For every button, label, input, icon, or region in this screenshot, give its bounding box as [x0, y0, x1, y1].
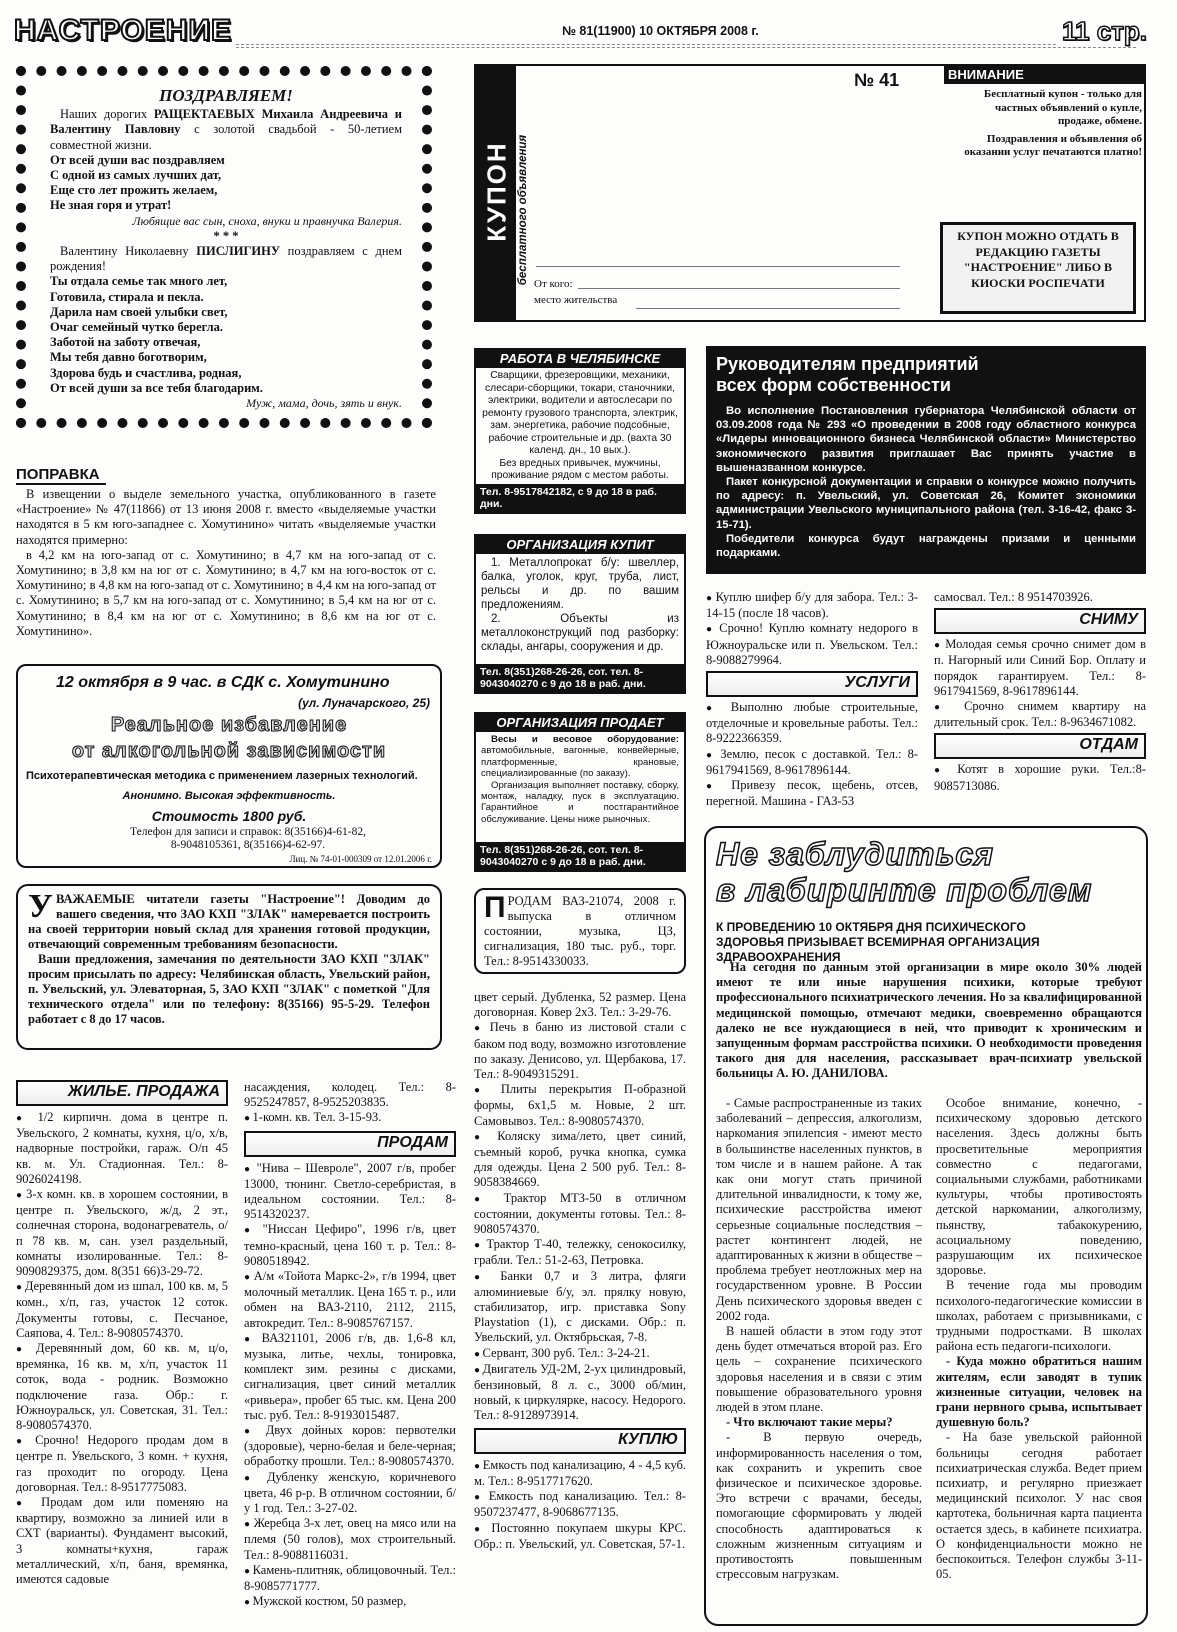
- residence-label: место жительства: [534, 294, 618, 306]
- sell-buy-column: [474, 990, 686, 1552]
- correction-title: ПОПРАВКА: [16, 466, 106, 485]
- coupon-side-sub: бесплатного объявления: [517, 134, 529, 286]
- list-item: ● Трактор Т-40, тележку, сенокосилку, грабли. Тел.: 51-2-63, Петровка.: [474, 1237, 686, 1268]
- list-item: ● Молодая семья срочно снимет дом в п. Нагорный или Синий Бор. Оплату и порядок гарантируем. Тел.: 8-9617941569, 8-9617896144.: [934, 637, 1146, 699]
- ad-address: (ул. Луначарского, 25): [298, 696, 430, 710]
- correction-text: В извещении о выделе земельного участка, опубликованного в газете «Настроение» № 47(11866) от 13 июня 2008 г. вместо «выделяемые участки находятся в 5 км юго-западнее с. Хомутинино» читать «выделяемые участки находятся примерно:: [16, 487, 436, 547]
- leaders-p1: Во исполнение Постановления губернатора Челябинской области от 03.09.2008 года № 293 «О проведении в 2008 году областного конкурса «Лидеры инновационного бизнеса Челябинской области» Министерство экономического развития приглашает Вас принять участие в вышеназванном конкурсе.: [716, 405, 1136, 474]
- list-item: ● Срочно снимем квартиру на длительный срок. Тел.: 8-9634671082.: [934, 699, 1146, 730]
- leaders-p2: Пакет конкурсной документации и справки о конкурсе можно получить по адресу: п. Увельский, ул. Советская 26, Комитет экономики администрации Увельского муниципального района (тел. 3-16-42, факс 3-15-71).: [716, 476, 1136, 531]
- congrats-name-2: ПИСЛИГИНУ: [196, 244, 281, 259]
- poem-line: Здорова будь и счастлива, родная,: [50, 365, 242, 380]
- poem-line: Очаг семейный чутко берегла.: [50, 320, 224, 335]
- sells-item-label: Весы и весовое оборудование:: [491, 734, 679, 745]
- zlak-notice: [16, 884, 442, 1050]
- congrats-signature-2: Муж, мама, дочь, зять и внук.: [246, 396, 402, 411]
- list-item: ● 1/2 кирпичн. дома в центре п. Увельского, 2 комнаты, кухня, ц/о, х/в, надворные постройки, гараж. О/п 45 кв. м. Ул. Стадионная. Тел.: 8-9026024198.: [16, 1110, 228, 1187]
- housing-title: ЖИЛЬЕ. ПРОДАЖА: [16, 1080, 228, 1106]
- ad-license: Лиц. № 74-01-000309 от 12.01.2006 г.: [289, 854, 432, 864]
- poem-line: Еще сто лет прожить желаем,: [50, 183, 218, 198]
- sells-service: Организация выполняет поставку, сборку, монтаж, наладку, пуск в эксплуатацию. Гарантийное и постгарантийное обслуживание. Цены ниже рыночных.: [481, 779, 679, 825]
- from-label: От кого:: [534, 278, 573, 290]
- list-item: ● "Ниссан Цефиро", 1996 г/в, цвет темно-красный, цена 160 т. р. Тел.: 8-9080518942.: [244, 1222, 456, 1269]
- list-item: ● А/м «Тойота Маркс-2», г/в 1994, цвет молочный металлик. Цена 165 т. р., или обмен на ВАЗ-2110, 2112, 2115, автокредит. Тел.: 8-9085767157.: [244, 1269, 456, 1331]
- job-text-2: Без вредных привычек, мужчины, проживание рядом с местом работы.: [491, 457, 669, 481]
- article-lead: На сегодня по данным этой организации в мире около 30% людей имеют те или иные нарушения психики, которые требуют профессионального психиатрического лечения. Но за квалифицированной медицинской помощью, отмечают медики, своевременно обращаются далеко не все нуждающиеся в ней, что приводит к хроническим и запущенным формам расстройства психики. О необходимости проведения такого дня для населения, рассказывает врач-психиатр увельской больницы А. Ю. ДАНИЛОВА.: [716, 960, 1142, 1081]
- article-col-1: [716, 1096, 922, 1583]
- list-item: ● Продам дом или поменяю на квартиру, возможно за линией или в СХТ (варианты). Фундамент высокий, 3 комнаты+кухня, гараж металлический, х/п, баня, времянка, имеются садовые: [16, 1495, 228, 1587]
- list-item: ● Куплю шифер б/у для забора. Тел.: 3-14-15 (после 18 часов).: [706, 590, 918, 621]
- labyrinth-article: [704, 826, 1148, 1626]
- ad-date: 12 октября в 9 час. в СДК с. Хомутинино: [56, 674, 390, 691]
- attention-title: ВНИМАНИЕ: [944, 66, 1144, 84]
- buys-ad: [474, 534, 686, 694]
- list-item: ● Коляску зима/лето, цвет синий, съемный короб, ручка кнопка, сумка для одежды. Цена 2 500 руб. Тел.: 8-9058384669.: [474, 1129, 686, 1191]
- list-item: ● Плиты перекрытия П-образной формы, 6х1,5 м. Новые, 2 шт. Самовывоз. Тел.: 8-9080574370.: [474, 1082, 686, 1129]
- give-title: ОТДАМ: [934, 733, 1146, 759]
- zlak-para-2: Ваши предложения, замечания по деятельности ЗАО КХП "ЗЛАК" просим присылать по адресу: Челябинская область, Увельский район, п. Увельский, ул. Элеваторная, 5, ЗАО КХП "ЗЛАК" с пометкой "Для технического отдела" или по телефону: 8(35166) 95-5-29. Телефон работает с 8 до 17 часов.: [28, 952, 430, 1026]
- list-item: ● Печь в баню из листовой стали с баком под воду, возможно изготовление по заказу. Денисово, ул. Щербакова, 17. Тел.: 8-9049315291.: [474, 1020, 686, 1082]
- list-item: ● Срочно! Куплю комнату недорого в Южноуральске или п. Увельском. Тел.: 8-9088279964.: [706, 621, 918, 668]
- list-item: ● Дубленку женскую, коричневого цвета, 46 р-р. В отличном состоянии, б/у 1 год. Тел.: 3-27-02.: [244, 1470, 456, 1517]
- article-paragraph: В течение года мы проводим психолого-педагогические комиссии в школах, работаем с призывниками, с трудными подростками. В школах района есть педагоги-психологи.: [936, 1278, 1142, 1354]
- congrats-title: ПОЗДРАВЛЯЕМ!: [159, 86, 293, 105]
- attention-p1: Бесплатный купон - только для частных объявлений о купле, продаже, обмене.: [983, 88, 1142, 127]
- article-subtitle: К ПРОВЕДЕНИЮ 10 ОКТЯБРЯ ДНЯ ПСИХИЧЕСКОГО ЗДОРОВЬЯ ПРИЗЫВАЕТ ВСЕМИРНАЯ ОРГАНИЗАЦИЯ ЗДРАВООХРАНЕНИЯ: [716, 920, 1040, 964]
- poem-line: Ты отдала семье так много лет,: [50, 274, 228, 289]
- drop-cap: У: [28, 888, 53, 925]
- article-paragraph: - В первую очередь, информированность населения о том, как сохранить и укрепить свое физическое и психическое здоровье. Это встречи с врачами, беседы, помогающие сформировать у людей способность адаптироваться к сложным жизненным ситуациям и противостоять повышенным стрессовым нагрузкам.: [716, 1430, 922, 1582]
- attention-p2: Поздравления и объявления об оказании услуг печатаются платно!: [964, 132, 1142, 158]
- congrats-names: РАЩЕКТАЕВЫХ Михаила Андреевича и Валентину Павловну: [50, 107, 402, 137]
- article-paragraph: В нашей области в этом году этот день будет отмечаться второй раз. Его цель – сохранение психического здоровья населения и в связи с этим повышение образовательного уровня людей в этом плане.: [716, 1324, 922, 1415]
- sell-column: [244, 1080, 456, 1611]
- list-item: ● Емкость под канализацию, 4 - 4,5 куб. м. Тел.: 8-9517717620.: [474, 1458, 686, 1489]
- congrats-intro-2-end: поздравляем с днем рождения!: [50, 244, 402, 274]
- poem-line: Дарила нам своей улыбки свет,: [50, 304, 228, 319]
- buys-title: ОРГАНИЗАЦИЯ КУПИТ: [476, 536, 684, 554]
- list-item: ● Емкость под канализацию. Тел.: 8-9507237477, 8-9068677135.: [474, 1489, 686, 1520]
- list-item: ● Постоянно покупаем шкуры КРС. Обр.: п. Увельский, ул. Советская, 57-1.: [474, 1521, 686, 1552]
- poem-line: От всей души вас поздравляем: [50, 152, 225, 167]
- article-question: - Что включают такие меры?: [726, 1415, 893, 1430]
- coupon-hand-in: КУПОН МОЖНО ОТДАТЬ В РЕДАКЦИЮ ГАЗЕТЫ "НАСТРОЕНИЕ" ЛИБО В КИОСКИ РОСПЕЧАТИ: [940, 222, 1136, 314]
- list-item-continued: насаждения, колодец. Тел.: 8-9525247857, 8-9525203835.: [244, 1080, 456, 1110]
- ad-anon: Анонимно. Высокая эффективность.: [122, 790, 336, 802]
- alcohol-ad: [16, 664, 442, 868]
- masthead-rule: [236, 44, 1136, 48]
- list-item: ● Банки 0,7 и 3 литра, фляги алюминиевые б/у, эл. прялку новую, стабилизатор, игр. приставка Sony Playstation (1), с дисками. Обр.: п. Увельский, ул. Октябрьская, 7-8.: [474, 1269, 686, 1346]
- job-ad: [474, 348, 686, 514]
- list-item: ● Мужской костюм, 50 размер,: [244, 1594, 456, 1610]
- mid-ads-col-2: [934, 590, 1146, 794]
- article-title-2: в лабиринте проблем: [716, 872, 1093, 908]
- buy-title: КУПЛЮ: [474, 1428, 686, 1454]
- congrats-intro-2: Валентину Николаевну: [60, 244, 197, 259]
- from-field[interactable]: [578, 288, 900, 289]
- coupon-side: [476, 66, 516, 320]
- poem-line: Не зная горя и утрат!: [50, 198, 172, 213]
- residence-field[interactable]: [636, 308, 900, 309]
- vaz-text: РОДАМ ВАЗ-21074, 2008 г. выпуска в отличном состоянии, музыка, ЦЗ, сигнализация, 180 тыс. руб., торг. Тел.: 8-9514330033.: [484, 894, 676, 968]
- poem-line: Заботой на заботу отвечая,: [50, 335, 201, 350]
- article-paragraph: - Самые распространенные из таких заболеваний – депрессия, алкоголизм, наркомания эпилепсия - имеют место в большинстве населенных пунктов, в том числе и в нашем районе. А так как они могут стать причиной длительной инвалидности, к тому же, психические расстройства имеют серьезные социальные последствия – растет контингент людей, не адаптированных к жизни в обществе – проблема требует неотложных мер на государственном уровне. В России День психического здоровья введен с 2002 года.: [716, 1096, 922, 1323]
- paper-name: НАСТРОЕНИЕ: [14, 14, 233, 47]
- list-item-continued: самосвал. Тел.: 8 9514703926.: [934, 590, 1093, 604]
- congrats-signature: Любящие вас сын, сноха, внуки и правнучка Валерия.: [132, 213, 402, 228]
- list-item: ● Сервант, 300 руб. Тел.: 3-24-21.: [474, 1346, 686, 1362]
- congrats-intro: Наших дорогих: [60, 107, 154, 122]
- list-item: ● Двигатель УД-2М, 2-ух цилиндровый, бензиновый, 8 л. с., 3000 об/мин, новый, к циркулярке, насосу. Недорого. Тел.: 8-9128973914.: [474, 1362, 686, 1424]
- congrats-intro-end: с золотой свадьбой - 50-летием совместной жизни.: [50, 122, 402, 152]
- ad-price: Стоимость 1800 руб.: [151, 808, 307, 824]
- sells-item-text: автомобильные, вагонные, конвейерные, платформенные, крановые, специализированные (по заказу).: [481, 745, 679, 780]
- services-title: УСЛУГИ: [706, 671, 918, 697]
- article-paragraph: Особое внимание, конечно, - психическому здоровью детского населения. Здесь должны быть просветительные мероприятия совместно с педагогами, социальными службами, работниками культуры, чтобы противостоять детской наркомании, алкоголизму, пьянству, табакокурению, асоциальному поведению, разрушающим их психическое здоровье.: [936, 1096, 1142, 1278]
- separator-stars: * * *: [213, 228, 239, 243]
- list-item: ● "Нива – Шевроле", 2007 г/в, пробег 13000, тюнинг. Светло-серебристая, в идеальном состоянии. Тел.: 8-9514320237.: [244, 1161, 456, 1223]
- coupon-number: № 41: [854, 70, 900, 90]
- article-question: - Куда можно обратиться нашим жителям, если заводят в тупик жизненные ситуации, человек на грани нервного срыва, испытывает душевную боль?: [936, 1354, 1142, 1430]
- mid-ads-col-1: [706, 590, 918, 809]
- list-item: ● Двух дойных коров: первотелки (здоровые), черно-белая и беле-черная; обработку прошли. Тел.: 8-9080574370.: [244, 1423, 456, 1470]
- job-phone: Тел. 8-9517842182, с 9 до 18 в раб. дни.: [476, 484, 684, 512]
- list-item: ● Деревянный дом из шпал, 100 кв. м, 5 комн., х/п, газ, участок 12 соток. Документы готовы, с. Песчаное, Саяпова, 4. Тел.: 8-9080574370.: [16, 1279, 228, 1341]
- correction: [16, 466, 436, 639]
- list-item: ● Срочно! Недорого продам дом в центре п. Увельского, 3 комн. + кухня, газ проходит по огороду. Цена договорная. Тел.: 8-9517775083.: [16, 1433, 228, 1495]
- article-col-2: [936, 1096, 1142, 1583]
- leaders-p3: Победители конкурса будут награждены призами и ценными подарками.: [716, 532, 1136, 560]
- list-item: ● 1-комн. кв. Тел. 3-15-93.: [244, 1110, 456, 1126]
- zlak-para-1: ВАЖАЕМЫЕ читатели газеты "Настроение"! Доводим до вашего сведения, что ЗАО КХП "ЗЛАК" намеревается построить на своей территории новый склад для хранения готовой продукции, отвечающий современным требованиям безопасности.: [28, 892, 430, 951]
- ad-method: Психотерапевтическая методика с применением лазерных технологий.: [26, 770, 418, 782]
- job-title: РАБОТА В ЧЕЛЯБИНСКЕ: [476, 350, 684, 368]
- page-number: 11 стр.: [1058, 16, 1151, 47]
- article-paragraph: - На базе увельской районной больницы сегодня работает психиатрическая служба. Ведет прием психиатр, и регулярно приезжает медицинский психолог. У нас своя картотека, больничная карта пациента остается здесь, в кабинете психиатра. О конфиденциальности можно не беспокоиться. Телефон службы 3-11-05.: [936, 1430, 1142, 1582]
- poem-line: Мы тебя давно боготворим,: [50, 350, 207, 365]
- write-line: [536, 266, 900, 267]
- buys-item-2: 2. Объекты из металлоконструкций под разборку: склады, ангары, сооружения и др.: [481, 613, 679, 653]
- list-item: ● Жеребца 3-х лет, овец на мясо или на племя (50 голов), мох строительный. Тел.: 8-9088116031.: [244, 1516, 456, 1563]
- ad-headline-1: Реальное избавление: [110, 714, 348, 736]
- list-item: ● Деревянный дом, 60 кв. м, ц/о, времянка, 16 кв. м, х/п, участок 11 соток, вода - родник. Возможно подключение газа. Обр.: г. Южноуральск, ул. Советская, 31. Тел.: 8-9080574370.: [16, 1341, 228, 1433]
- leaders-ad: [706, 346, 1146, 574]
- buys-item-1: 1. Металлопрокат б/у: швеллер, балка, уголок, круг, труба, лист, рельсы и др. по вашим предложениям.: [481, 557, 679, 611]
- housing-column: [16, 1080, 228, 1587]
- poem-line: От всей души за все тебя благодарим.: [50, 380, 263, 395]
- correction-text-2: в 4,2 км на юго-запад от с. Хомутинино; в 4,7 км на юго-запад от с. Хомутинино; в 3,8 км на юг от с. Хомутинино; в 4,7 км на юго-восток от с. Хомутинино; в 4,8 км на юго-запад от с. Хомутинино; в 4,4 км на юго-запад от с. Хомутинино; в 5,7 км на юго-запад от с. Хомутинино; в 5,4 км на юг от с. Хомутинино; в 8,4 км на юг от с. Хомутинино; в 8,6 км на юг от с. Хомутинино».: [16, 547, 436, 638]
- poem-line: С одной из самых лучших дат,: [50, 168, 222, 183]
- list-item: ● Трактор МТЗ-50 в отличном состоянии, документы готовы. Тел.: 8-9080574370.: [474, 1191, 686, 1238]
- article-title-1: Не заблудиться: [716, 836, 995, 872]
- ad-phones: Телефон для записи и справок: 8(35166)4-61-82, 8-9048105361, 8(35166)4-62-97.: [130, 826, 366, 851]
- sells-ad: [474, 712, 686, 872]
- masthead: [0, 0, 1177, 56]
- job-text: Сварщики, фрезеровщики, механики, слесари-сборщики, токари, станочники, электрики, водители и автослесари по ремонту грузового транспорта, электрик, зам. энергетика, рабочие подсобные, рабочие строительные и др. (вахта 30 календ. дн., 10 вых.).: [482, 370, 678, 456]
- list-item: ● Выполню любые строительные, отделочные и кровельные работы. Тел.: 8-9222366359.: [706, 700, 918, 747]
- vaz-ad: [474, 888, 686, 974]
- coupon-side-title: КУПОН: [481, 141, 512, 242]
- sells-title: ОРГАНИЗАЦИЯ ПРОДАЕТ: [476, 714, 684, 732]
- sells-phone: Тел. 8(351)268-26-26, сот. тел. 8-9043040270 с 9 до 18 в раб. дни.: [476, 842, 684, 870]
- list-item: ● Камень-плитняк, облицовочный. Тел.: 8-9085771777.: [244, 1563, 456, 1594]
- ad-headline-2: от алкогольной зависимости: [71, 740, 387, 762]
- list-item: ● Привезу песок, щебень, отсев, перегной. Машина - ГАЗ-53: [706, 778, 918, 809]
- list-item-continued: цвет серый. Дубленка, 52 размер. Цена договорная. Ковер 2х3. Тел.: 3-29-76.: [474, 990, 686, 1020]
- leaders-title: Руководителям предприятий всех форм собственности: [716, 354, 979, 395]
- buys-phone: Тел. 8(351)268-26-26, сот. тел. 8-9043040270 с 9 до 18 в раб. дни.: [476, 664, 684, 692]
- congrats-box: [16, 66, 432, 428]
- poem-line: Готовила, стирала и пекла.: [50, 289, 204, 304]
- list-item: ● ВАЗ21101, 2006 г/в, дв. 1,6-8 кл, музыка, литье, чехлы, тонировка, комплект зим. резины с дисками, сигнализация, цвет синий металлик «ривьера», пробег 65 тыс. км. Цена 200 тыс. руб. Тел.: 8-9193015487.: [244, 1331, 456, 1423]
- coupon: [474, 64, 1146, 322]
- drop-cap: П: [484, 891, 506, 924]
- list-item: ● Котят в хорошие руки. Тел.:8-9085713086.: [934, 762, 1146, 793]
- list-item: ● Землю, песок с доставкой. Тел.: 8-9617941569, 8-9617896144.: [706, 747, 918, 778]
- issue-date: № 81(11900) 10 ОКТЯБРЯ 2008 г.: [556, 24, 765, 38]
- sell-title: ПРОДАМ: [244, 1131, 456, 1157]
- list-item: ● 3-х комн. кв. в хорошем состоянии, в центре п. Увельского, ж/д, 2 эт., солнечная сторона, водонагреватель, о/п 78 кв. м, сан. узел раздельный, комнаты изолированные. Тел.: 8-9090829375, дом. 8(351 66)3-29-72.: [16, 1187, 228, 1279]
- attention-box: [944, 66, 1144, 198]
- rent-title: СНИМУ: [934, 608, 1146, 634]
